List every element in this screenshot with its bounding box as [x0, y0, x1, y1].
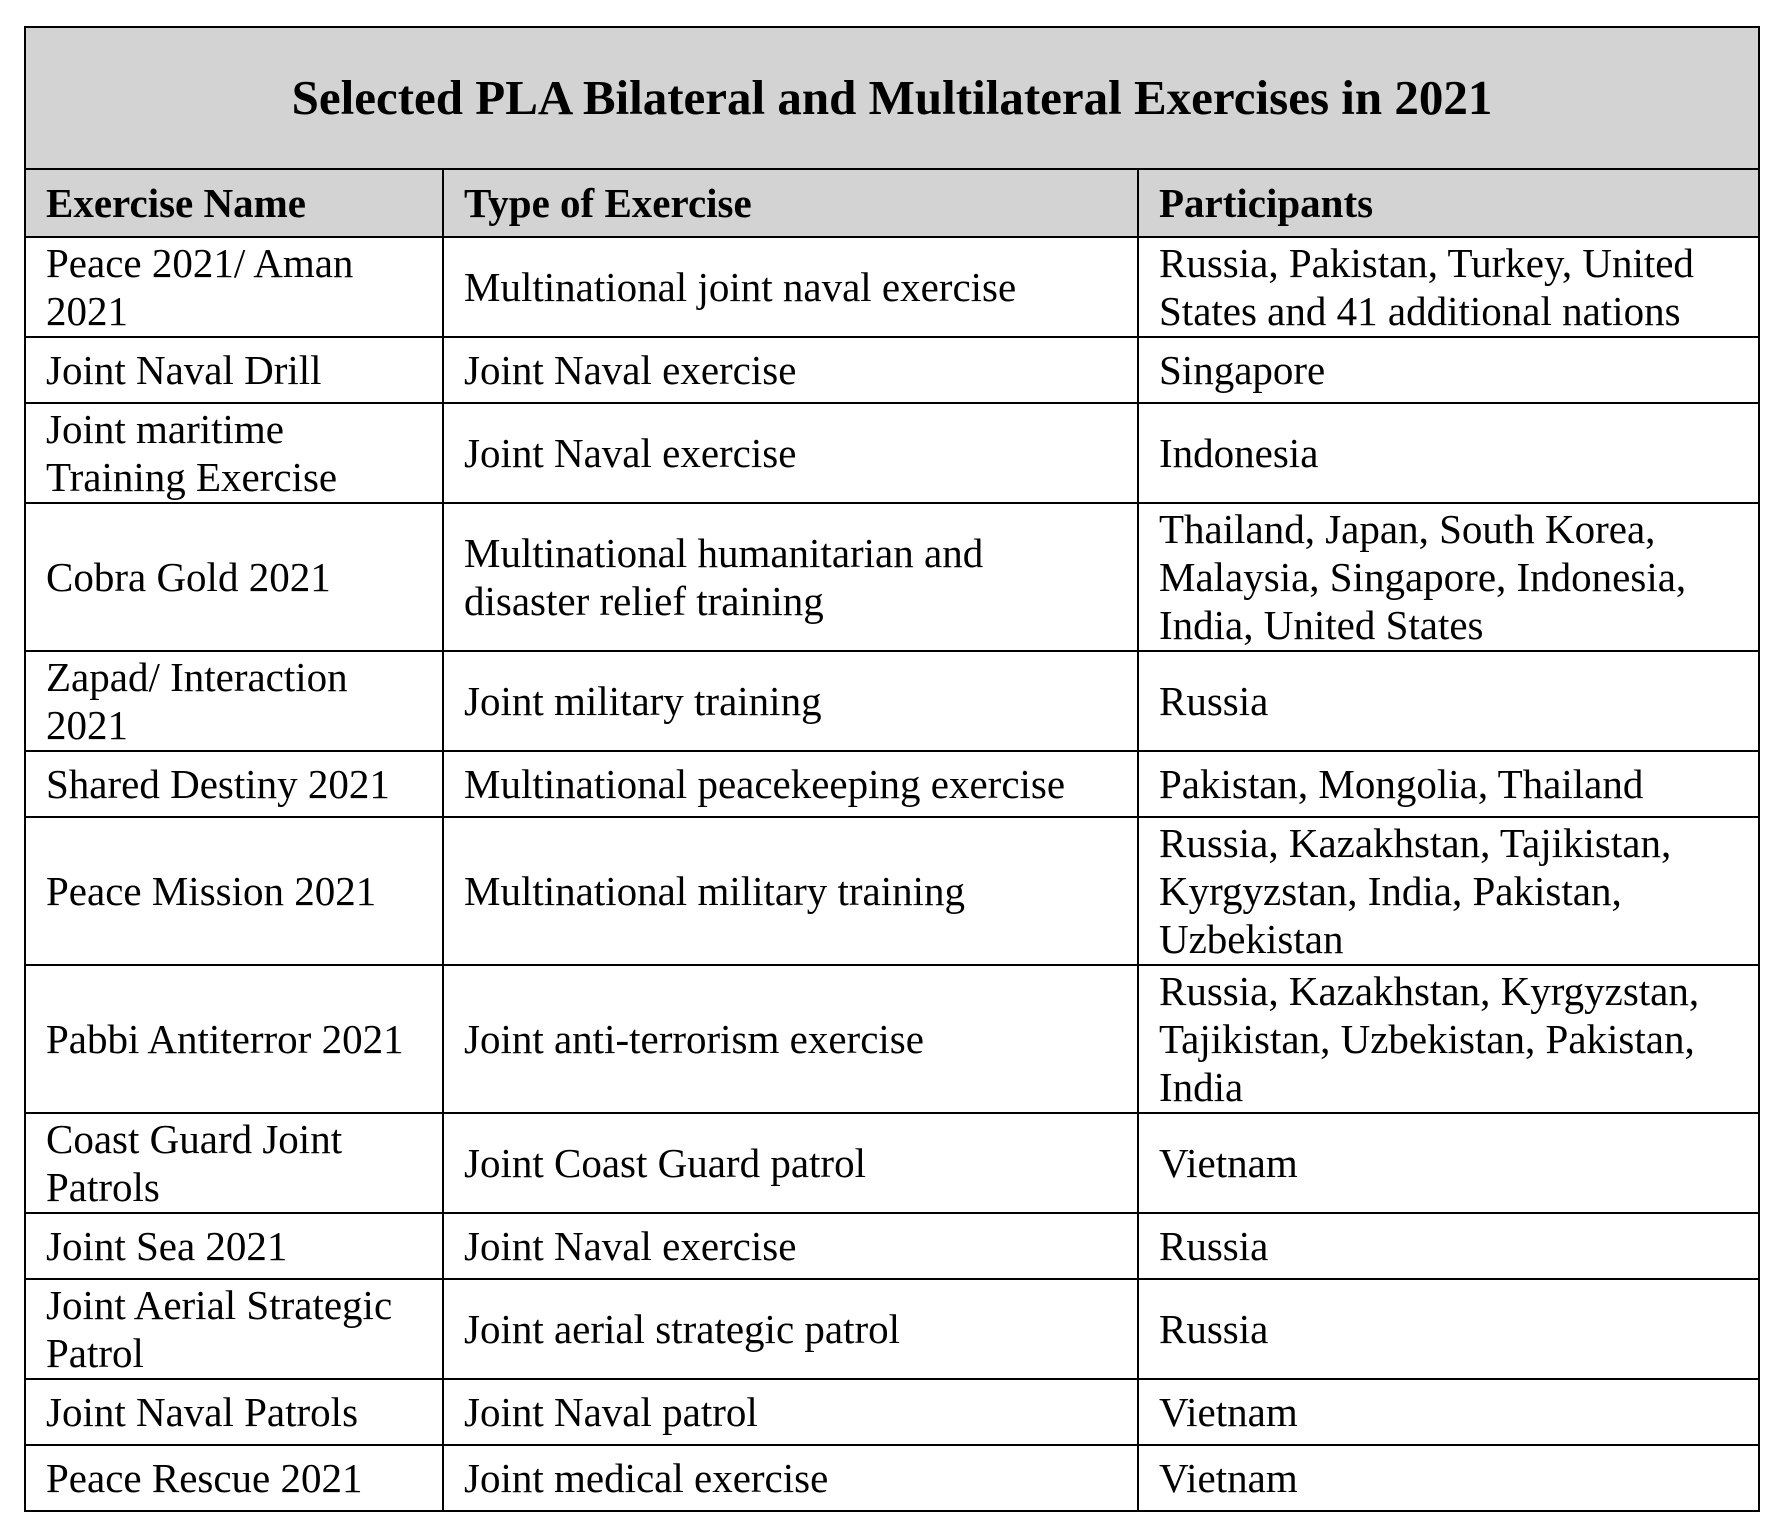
cell-exercise-type: Multinational humanitarian and disaster relief training: [443, 503, 1138, 651]
cell-participants: Russia: [1138, 1213, 1759, 1279]
cell-participants: Russia, Pakistan, Turkey, United States and 41 additional nations: [1138, 237, 1759, 337]
cell-participants: Pakistan, Mongolia, Thailand: [1138, 751, 1759, 817]
cell-exercise-name: Zapad/ Interaction 2021: [25, 651, 443, 751]
table-row: [25, 1279, 1759, 1379]
cell-exercise-type: Joint Coast Guard patrol: [443, 1113, 1138, 1213]
cell-exercise-name: Pabbi Antiterror 2021: [25, 965, 443, 1113]
table-row: [25, 237, 1759, 337]
exercises-table-container: [24, 26, 1758, 1512]
cell-exercise-name: Peace Mission 2021: [25, 817, 443, 965]
cell-participants: Singapore: [1138, 337, 1759, 403]
header-row: [25, 169, 1759, 237]
table-title: Selected PLA Bilateral and Multilateral Exercises in 2021: [25, 27, 1759, 169]
cell-participants: Russia: [1138, 1279, 1759, 1379]
cell-participants: Russia: [1138, 651, 1759, 751]
cell-exercise-type: Joint military training: [443, 651, 1138, 751]
table-row: [25, 403, 1759, 503]
cell-exercise-name: Joint maritime Training Exercise: [25, 403, 443, 503]
cell-participants: Russia, Kazakhstan, Kyrgyzstan, Tajikistan, Uzbekistan, Pakistan, India: [1138, 965, 1759, 1113]
header-type-of-exercise: Type of Exercise: [443, 169, 1138, 237]
cell-exercise-type: Joint anti-terrorism exercise: [443, 965, 1138, 1113]
header-participants: Participants: [1138, 169, 1759, 237]
cell-exercise-type: Multinational military training: [443, 817, 1138, 965]
cell-exercise-name: Shared Destiny 2021: [25, 751, 443, 817]
cell-exercise-type: Joint Naval patrol: [443, 1379, 1138, 1445]
table-row: [25, 817, 1759, 965]
cell-exercise-name: Joint Naval Patrols: [25, 1379, 443, 1445]
cell-exercise-name: Joint Sea 2021: [25, 1213, 443, 1279]
cell-exercise-type: Multinational peacekeeping exercise: [443, 751, 1138, 817]
cell-participants: Vietnam: [1138, 1445, 1759, 1511]
table-row: [25, 751, 1759, 817]
table-row: [25, 1379, 1759, 1445]
cell-exercise-type: Joint Naval exercise: [443, 337, 1138, 403]
cell-participants: Vietnam: [1138, 1113, 1759, 1213]
cell-exercise-type: Joint Naval exercise: [443, 403, 1138, 503]
cell-participants: Russia, Kazakhstan, Tajikistan, Kyrgyzstan, India, Pakistan, Uzbekistan: [1138, 817, 1759, 965]
table-row: [25, 1445, 1759, 1511]
cell-exercise-name: Joint Aerial Strategic Patrol: [25, 1279, 443, 1379]
cell-exercise-name: Peace 2021/ Aman 2021: [25, 237, 443, 337]
cell-exercise-type: Joint Naval exercise: [443, 1213, 1138, 1279]
cell-exercise-type: Joint aerial strategic patrol: [443, 1279, 1138, 1379]
cell-exercise-name: Joint Naval Drill: [25, 337, 443, 403]
exercises-table: [24, 26, 1760, 1512]
table-row: [25, 503, 1759, 651]
table-row: [25, 1213, 1759, 1279]
header-exercise-name: Exercise Name: [25, 169, 443, 237]
table-row: [25, 651, 1759, 751]
cell-participants: Indonesia: [1138, 403, 1759, 503]
table-row: [25, 965, 1759, 1113]
cell-exercise-type: Multinational joint naval exercise: [443, 237, 1138, 337]
table-row: [25, 337, 1759, 403]
cell-participants: Vietnam: [1138, 1379, 1759, 1445]
cell-participants: Thailand, Japan, South Korea, Malaysia, Singapore, Indonesia, India, United States: [1138, 503, 1759, 651]
cell-exercise-name: Cobra Gold 2021: [25, 503, 443, 651]
cell-exercise-type: Joint medical exercise: [443, 1445, 1138, 1511]
cell-exercise-name: Peace Rescue 2021: [25, 1445, 443, 1511]
table-row: [25, 1113, 1759, 1213]
cell-exercise-name: Coast Guard Joint Patrols: [25, 1113, 443, 1213]
